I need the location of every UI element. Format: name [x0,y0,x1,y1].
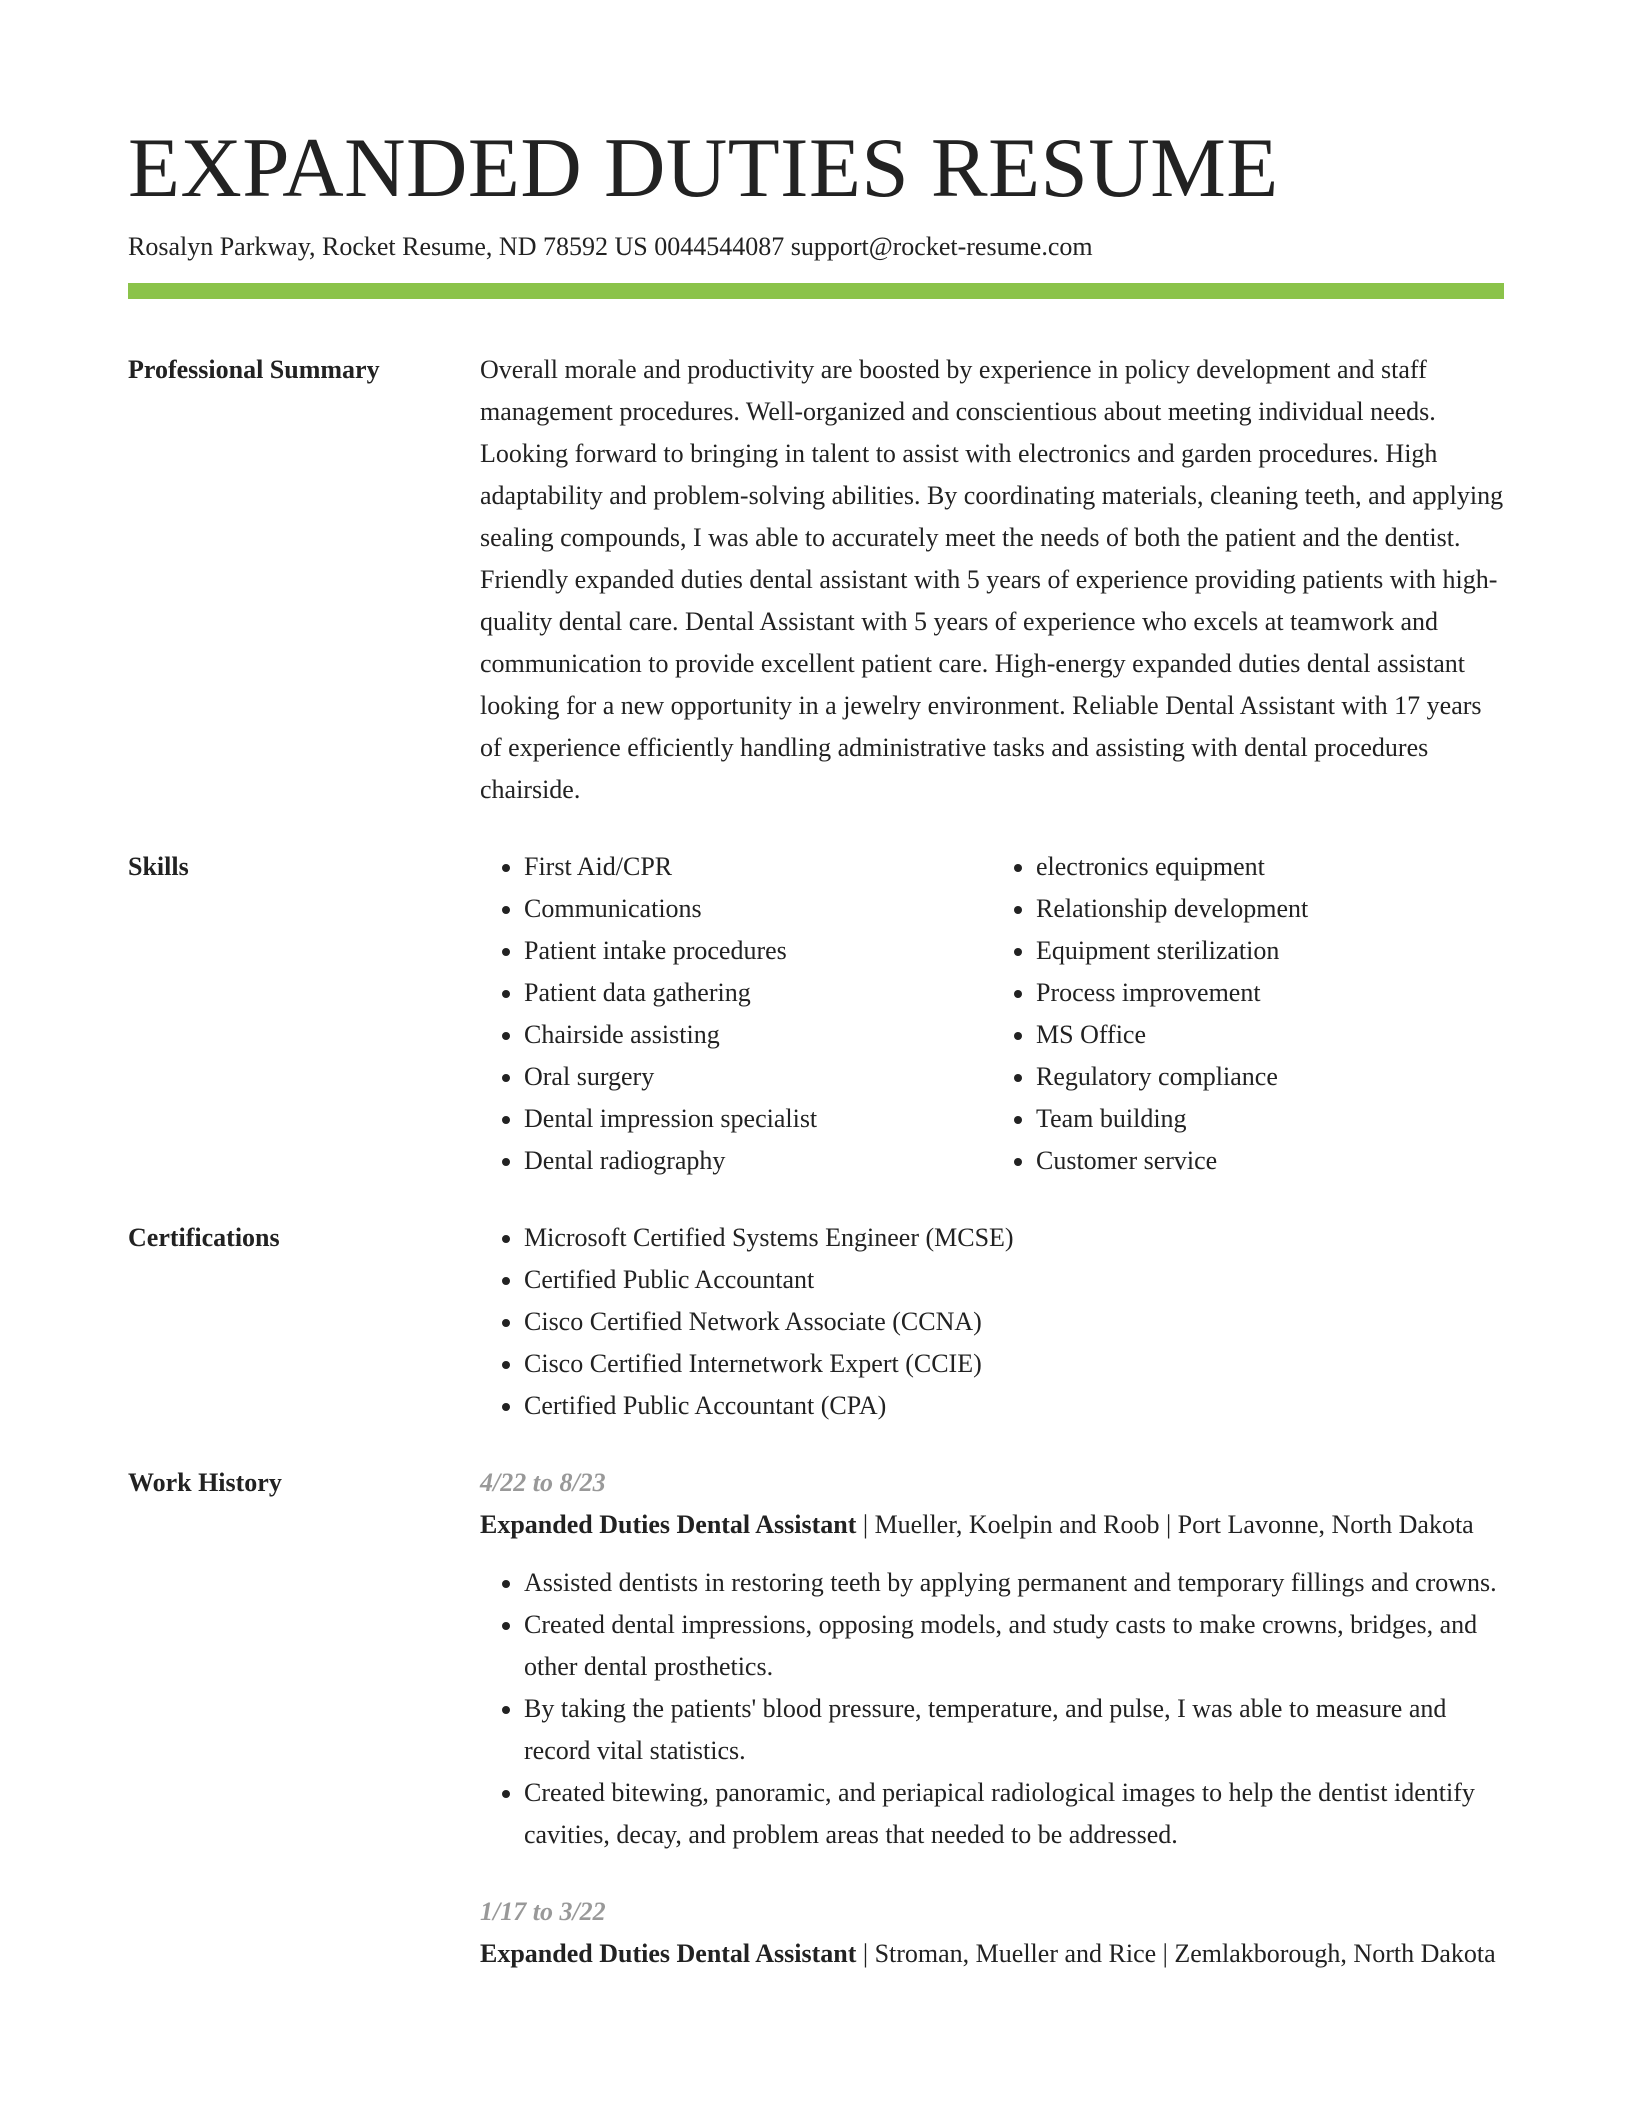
section-label-skills: Skills [128,852,189,881]
skill-item: • Patient intake procedures [524,930,992,972]
job-dates: 1/17 to 3/22 [480,1897,606,1926]
job-bullet: • Assisted dentists in restoring teeth by applying permanent and temporary fillings and crowns. [524,1562,1504,1604]
skill-item: • Dental radiography [524,1140,992,1182]
job-entry [480,1462,1504,1856]
certification-item: • Cisco Certified Network Associate (CCNA) [524,1301,1504,1343]
skill-item: • First Aid/CPR [524,846,992,888]
job-title: Expanded Duties Dental Assistant [480,1939,857,1968]
job-details: | Mueller, Koelpin and Roob | Port Lavonne, North Dakota [856,1510,1474,1539]
skill-item: • Equipment sterilization [1036,930,1504,972]
work-history-section [128,1462,1504,1975]
skill-item: • Process improvement [1036,972,1504,1014]
job-bullet-list [480,1562,1504,1856]
certification-item: • Cisco Certified Internetwork Expert (CCIE) [524,1343,1504,1385]
skill-item: • Team building [1036,1098,1504,1140]
skill-item: • MS Office [1036,1014,1504,1056]
job-bullet: • Created dental impressions, opposing models, and study casts to make crowns, bridges, and other dental prosthetics. [524,1604,1504,1688]
skill-item: • Patient data gathering [524,972,992,1014]
section-label-work: Work History [128,1468,282,1497]
certifications-section [128,1217,1504,1427]
skills-list-right [992,846,1504,1182]
resume-page [128,118,1504,1975]
job-header [480,1504,1504,1546]
skill-item: • Dental impression specialist [524,1098,992,1140]
job-entry [480,1891,1504,1975]
certifications-list [480,1217,1504,1427]
skills-list-left [480,846,992,1182]
summary-body [480,349,1504,811]
skills-columns [480,846,1504,1182]
skill-item: • Oral surgery [524,1056,992,1098]
skill-item: • Communications [524,888,992,930]
certification-item: • Microsoft Certified Systems Engineer (MCSE) [524,1217,1504,1259]
certifications-body [480,1217,1504,1427]
job-bullet: • By taking the patients' blood pressure, temperature, and pulse, I was able to measure and record vital statistics. [524,1688,1504,1772]
resume-title: EXPANDED DUTIES RESUME [128,121,1279,215]
skill-item: • Regulatory compliance [1036,1056,1504,1098]
certification-item: • Certified Public Accountant (CPA) [524,1385,1504,1427]
job-bullet: • Created bitewing, panoramic, and periapical radiological images to help the dentist identify cavities, decay, and problem areas that needed to be addressed. [524,1772,1504,1856]
job-header [480,1933,1504,1975]
skill-item: • Relationship development [1036,888,1504,930]
certification-item: • Certified Public Accountant [524,1259,1504,1301]
professional-summary-section [128,349,1504,811]
contact-info: Rosalyn Parkway, Rocket Resume, ND 78592 US 0044544087 support@rocket-resume.com [128,232,1093,261]
skills-section [128,846,1504,1182]
job-details: | Stroman, Mueller and Rice | Zemlakborough, North Dakota [856,1939,1496,1968]
job-title: Expanded Duties Dental Assistant [480,1510,857,1539]
skill-item: • Customer service [1036,1140,1504,1182]
summary-text: Overall morale and productivity are boosted by experience in policy development and staff management procedures. Well-organized and conscientious about meeting individual needs. Looking forward to bringing in talent to assist with electronics and garden procedures. High adaptability and problem-solving abilities. By coordinating materials, cleaning teeth, and applying sealing compounds, I was able to accurately meet the needs of both the patient and the dentist. Friendly expanded duties dental assistant with 5 years of experience providing patients with high-quality dental care. Dental Assistant with 5 years of experience who excels at teamwork and communication to provide excellent patient care. High-energy expanded duties dental assistant looking for a new opportunity in a jewelry environment. Reliable Dental Assistant with 17 years of experience efficiently handling administrative tasks and assisting with dental procedures chairside. [480,355,1504,804]
skill-item: • Chairside assisting [524,1014,992,1056]
section-label-summary: Professional Summary [128,355,380,384]
work-history-body [480,1462,1504,1975]
job-dates: 4/22 to 8/23 [480,1468,606,1497]
accent-divider [128,283,1504,299]
section-label-certifications: Certifications [128,1223,280,1252]
skill-item: • electronics equipment [1036,846,1504,888]
